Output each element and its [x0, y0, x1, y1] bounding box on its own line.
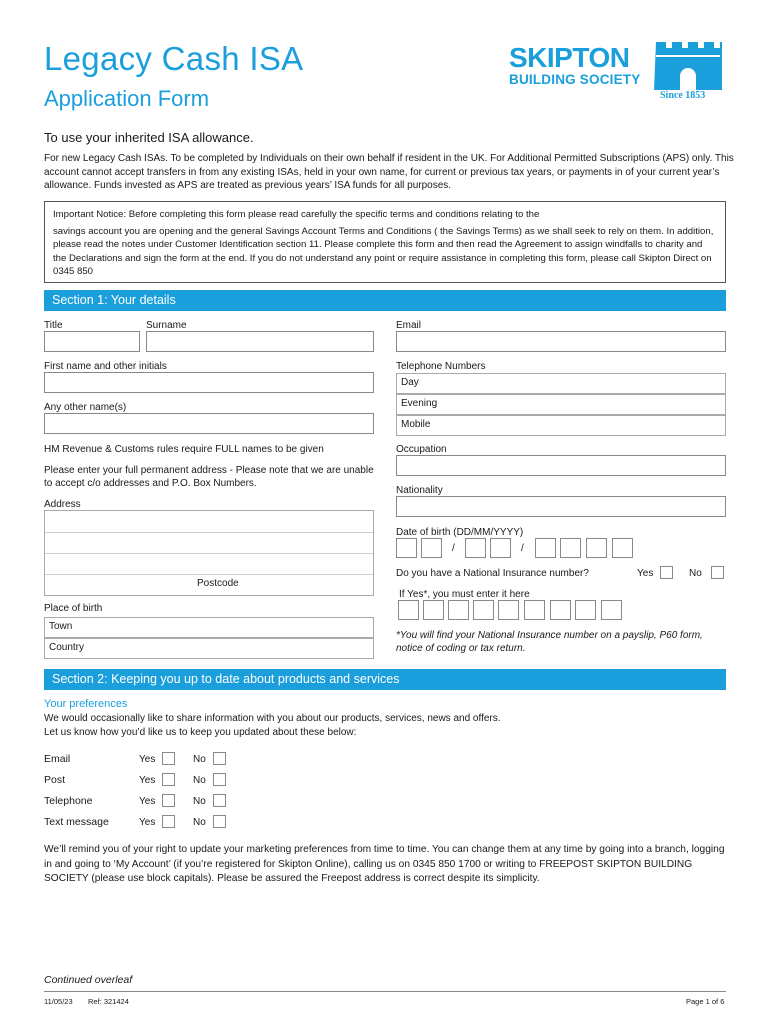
footer-ref: Ref: 321424	[88, 997, 129, 1006]
surname-input[interactable]	[146, 331, 374, 352]
ni-question: Do you have a National Insurance number?	[396, 568, 589, 579]
ni-if-yes: If Yes*, you must enter it here	[399, 589, 530, 600]
logo-wordmark: SKIPTON	[509, 42, 630, 73]
town-field[interactable]: Town	[44, 617, 374, 638]
postcode-label: Postcode	[197, 578, 239, 589]
pref-row-telephone	[44, 795, 92, 807]
title-label: Title	[44, 320, 63, 331]
ni-yes-label: Yes	[637, 568, 654, 579]
dob-digit[interactable]	[612, 538, 633, 558]
ni-no-checkbox[interactable]	[711, 566, 724, 579]
section2-header: Section 2: Keeping you up to date about products and services	[44, 669, 726, 690]
ni-char[interactable]	[498, 600, 519, 620]
dob-digit[interactable]	[586, 538, 607, 558]
ni-char[interactable]	[550, 600, 571, 620]
nationality-label: Nationality	[396, 485, 443, 496]
pref-yes-label: Yes	[139, 775, 156, 786]
occupation-label: Occupation	[396, 444, 447, 455]
pref-telephone-yes-checkbox[interactable]	[162, 794, 175, 807]
logo-subline: BUILDING SOCIETY	[509, 72, 641, 87]
pref-row-email	[44, 753, 70, 765]
title-input[interactable]	[44, 331, 140, 352]
dob-digit[interactable]	[421, 538, 442, 558]
other-names-label: Any other name(s)	[44, 402, 127, 413]
ni-char[interactable]	[575, 600, 596, 620]
pref-email-yes-checkbox[interactable]	[162, 752, 175, 765]
pref-text-no-checkbox[interactable]	[213, 815, 226, 828]
intro-text: For new Legacy Cash ISAs. To be completed by Individuals on their own behalf if resident in the UK. For Additional Permitted Subscriptions (APS) only. This account cannot accept transfers in from any existing ISAs, held in your own name, for current or previous tax years, or payments in of your current year’s allowance. Funds invested as APS are treated as previous years’ ISA funds for all purposes.	[44, 153, 734, 191]
ni-footnote: *You will find your National Insurance number on a payslip, P60 form, notice of coding or tax return.	[396, 630, 703, 654]
ni-char[interactable]	[524, 600, 545, 620]
dob-separator: /	[452, 543, 455, 554]
pref-post-no-checkbox[interactable]	[213, 773, 226, 786]
email-input[interactable]	[396, 331, 726, 352]
notice-line1: Important Notice: Before completing this form please read carefully the specific terms and conditions relating to the	[53, 209, 540, 220]
hmrc-note: HM Revenue & Customs rules require FULL names to be given	[44, 444, 324, 455]
dob-digit[interactable]	[560, 538, 581, 558]
ni-char[interactable]	[473, 600, 494, 620]
logo-since: Since 1853	[660, 90, 706, 101]
ni-char[interactable]	[398, 600, 419, 620]
ni-char[interactable]	[448, 600, 469, 620]
ni-no-label: No	[689, 568, 702, 579]
surname-label: Surname	[146, 320, 187, 331]
pref-label: Telephone	[44, 795, 93, 807]
other-names-input[interactable]	[44, 413, 374, 434]
page-title: Legacy Cash ISA	[44, 40, 304, 77]
pref-no-label: No	[193, 796, 206, 807]
first-name-label: First name and other initials	[44, 361, 167, 372]
nationality-input[interactable]	[396, 496, 726, 517]
email-label: Email	[396, 320, 422, 331]
ni-char[interactable]	[423, 600, 444, 620]
intro-heading: To use your inherited ISA allowance.	[44, 130, 254, 145]
pref-yes-label: Yes	[139, 817, 156, 828]
occupation-input[interactable]	[396, 455, 726, 476]
page-subtitle: Application Form	[44, 86, 210, 111]
dob-digit[interactable]	[396, 538, 417, 558]
pref-text-yes-checkbox[interactable]	[162, 815, 175, 828]
pref-no-label: No	[193, 817, 206, 828]
phone-mobile-field[interactable]: Mobile	[396, 415, 726, 436]
country-field[interactable]: Country	[44, 638, 374, 659]
first-name-input[interactable]	[44, 372, 374, 393]
castle-logo-icon	[654, 42, 722, 90]
pref-yes-label: Yes	[139, 796, 156, 807]
footer-date: 11/05/23	[44, 997, 73, 1006]
notice-body: savings account you are opening and the general Savings Account Terms and Conditions ( the Savings Terms) as we shall seek to rely on them. In addition, please read the notes under Customer Identification section 11. Please complete this form and then read the Agreement to assign windfalls to charity and the Declarations and sign the form at the end. If you do not understand any point or require assistance in completing this form, please call Skipton Direct on 0345 850	[53, 226, 714, 277]
pref-post-yes-checkbox[interactable]	[162, 773, 175, 786]
footer-page: Page 1 of 6	[686, 997, 725, 1006]
section1-header: Section 1: Your details	[44, 290, 726, 311]
address-label: Address	[44, 499, 81, 510]
dob-digit[interactable]	[535, 538, 556, 558]
pref-telephone-no-checkbox[interactable]	[213, 794, 226, 807]
dob-separator: /	[521, 543, 524, 554]
footer-divider	[44, 991, 726, 992]
dob-digit[interactable]	[490, 538, 511, 558]
important-notice	[44, 201, 726, 283]
pref-no-label: No	[193, 754, 206, 765]
pref-label: Email	[44, 753, 71, 765]
phone-evening-field[interactable]: Evening	[396, 394, 726, 415]
ni-yes-checkbox[interactable]	[660, 566, 673, 579]
pref-row-post	[44, 774, 65, 786]
pref-yes-label: Yes	[139, 754, 156, 765]
pref-email-no-checkbox[interactable]	[213, 752, 226, 765]
phone-label: Telephone Numbers	[396, 361, 486, 372]
preferences-intro-1: We would occasionally like to share information with you about our products, services, news and offers.	[44, 713, 501, 724]
preferences-heading: Your preferences	[44, 698, 128, 710]
phone-day-field[interactable]: Day	[396, 373, 726, 394]
pref-label: Text message	[44, 816, 109, 828]
pref-row-text-message	[44, 816, 109, 828]
pref-label: Post	[44, 774, 66, 786]
dob-digit[interactable]	[465, 538, 486, 558]
address-note: Please enter your full permanent address - Please note that we are unable to accept c/o addresses and P.O. Box Numbers.	[44, 465, 374, 489]
dob-label: Date of birth (DD/MM/YYYY)	[396, 527, 524, 538]
place-of-birth-label: Place of birth	[44, 603, 103, 614]
ni-char[interactable]	[601, 600, 622, 620]
preferences-intro-2: Let us know how you’d like us to keep you updated about these below:	[44, 727, 357, 738]
continued-overleaf: Continued overleaf	[44, 974, 133, 986]
pref-no-label: No	[193, 775, 206, 786]
preferences-reminder: We’ll remind you of your right to update your marketing preferences from time to time. You can change them at any time by going into a branch, logging in and going to ‘My Account’ (if you’re registered for Skipton Online), calling us on 0345 850 1700 or writing to FREEPOST SKIPTON BUILDING SOCIETY (please use block capitals). Please be assured the Freepost address is correct despite its simplicity.	[44, 844, 725, 884]
